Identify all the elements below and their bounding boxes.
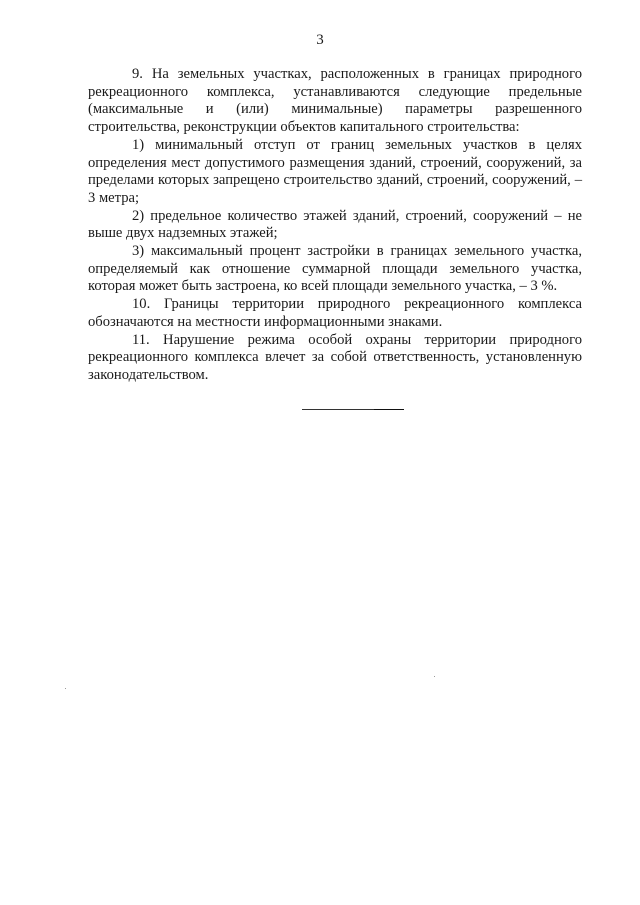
paragraph-item-10: 10. Границы территории природного рекреационного комплекса обозначаются на местности информационными знаками. <box>88 296 582 330</box>
document-body <box>88 66 582 385</box>
scan-speck <box>434 676 435 677</box>
scan-speck <box>65 688 66 689</box>
subparagraph-3-coverage: 3) максимальный процент застройки в границах земельного участка, определяемый как отношение суммарной площади земельного участка, которая может быть застроена, ко всей площади земельного участка, – 3 %. <box>88 243 582 295</box>
page-number: 3 <box>316 32 324 48</box>
end-of-text-divider <box>302 409 404 410</box>
paragraph-item-11: 11. Нарушение режима особой охраны территории природного рекреационного комплекса влечет за собой ответственность, установленную законодательством. <box>88 331 582 383</box>
subparagraph-1-setback: 1) минимальный отступ от границ земельных участков в целях определения мест допустимого размещения зданий, строений, сооружений, за пределами которых запрещено строительство зданий, строений, сооружений, – 3 метра; <box>88 136 582 206</box>
subparagraph-2-floors: 2) предельное количество этажей зданий, строений, сооружений – не выше двух надземных этажей; <box>88 207 582 242</box>
paragraph-item-9: 9. На земельных участках, расположенных в границах природного рекреационного комплекса, устанавливаются следующие предельные (максимальные и (или) минимальные) параметры разрешенного строительства, реконструкции объектов капитального строительства: <box>88 66 582 136</box>
